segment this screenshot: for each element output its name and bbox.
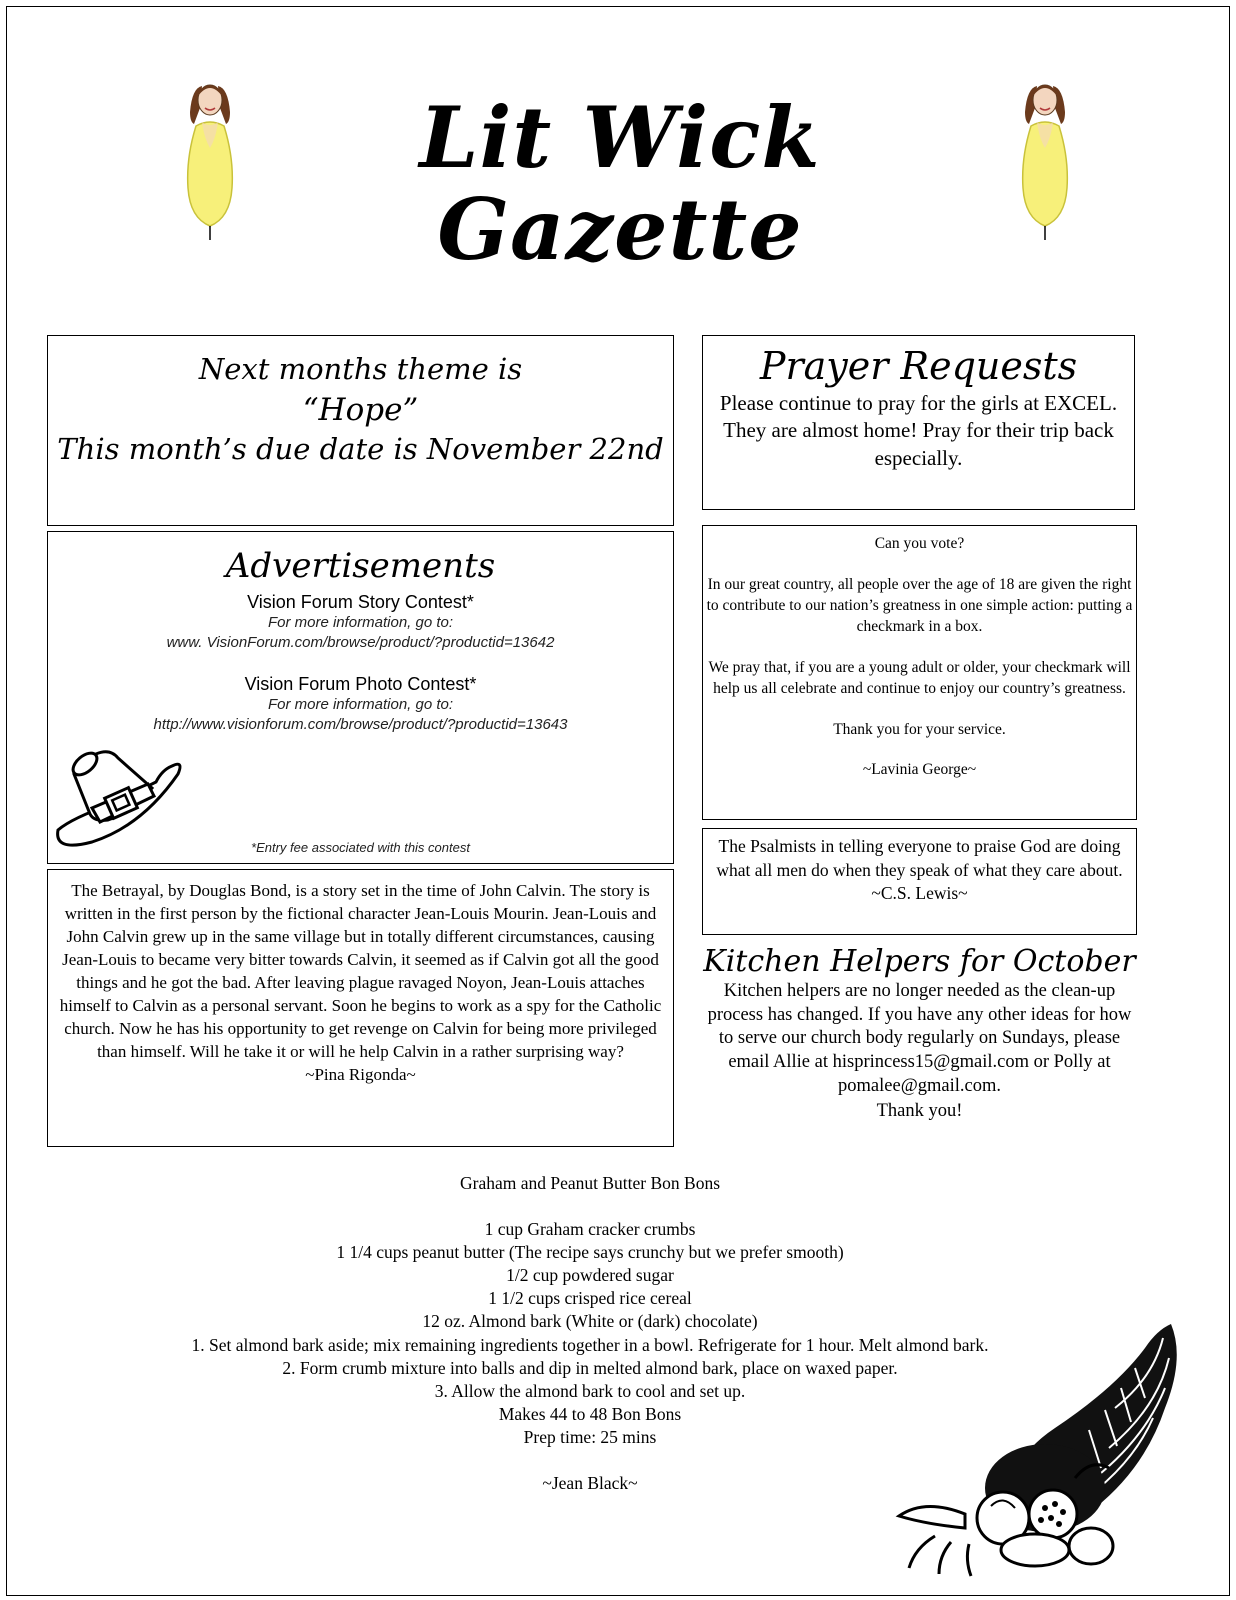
cornucopia-illustration <box>895 1318 1185 1580</box>
prayer-requests-body: Please continue to pray for the girls at EXCEL. They are almost home! Pray for their trip back especially. <box>719 391 1118 470</box>
vote-paragraph-2: We pray that, if you are a young adult or older, your checkmark will help us all celebrate and continue to enjoy our country’s greatness. <box>708 658 1131 697</box>
theme-word: “Hope” <box>302 392 419 428</box>
vote-question: Can you vote? <box>874 535 965 552</box>
kitchen-helpers-heading: Kitchen Helpers for October <box>703 944 1136 979</box>
recipe-title: Graham and Peanut Butter Bon Bons <box>459 1173 721 1193</box>
recipe-line: 1 1/4 cups peanut butter (The recipe says crunchy but we prefer smooth) <box>336 1242 844 1263</box>
vote-paragraph-1: In our great country, all people over the age of 18 are given the right to contribute to our nation’s greatness in one simple action: putting a checkmark in a box. <box>706 575 1133 635</box>
story-contest-url[interactable]: www. VisionForum.com/browse/product/?productid=13642 <box>166 634 555 652</box>
book-review-author: ~Pina Rigonda~ <box>305 1064 416 1084</box>
recipe-line: Prep time: 25 mins <box>523 1426 657 1447</box>
recipe-line: Makes 44 to 48 Bon Bons <box>498 1403 682 1424</box>
recipe-line: 1/2 cup powdered sugar <box>506 1265 674 1286</box>
recipe-line: 1 1/2 cups crisped rice cereal <box>488 1288 692 1309</box>
kitchen-helpers-thanks: Thank you! <box>876 1101 963 1122</box>
theme-intro: Next months theme is <box>198 352 523 386</box>
advertisements-heading: Advertisements <box>225 546 496 586</box>
recipe-line: 1. Set almond bark aside; mix remaining ingredients together in a bowl. Refrigerate for 1 hour. Melt almond bark. <box>191 1334 989 1355</box>
recipe-author: ~Jean Black~ <box>542 1473 638 1494</box>
prayer-requests-heading: Prayer Requests <box>759 344 1078 388</box>
quote-box <box>702 828 1137 935</box>
book-review-box <box>47 869 674 1147</box>
advertisements-box <box>47 531 674 864</box>
newsletter-title: Lit Wick Gazette <box>419 88 821 280</box>
quote-text: The Psalmists in telling everyone to praise God are doing what all men do when they speak of what they care about. <box>716 836 1123 880</box>
candle-girl-left-illustration <box>180 78 240 240</box>
recipe-line: 3. Allow the almond bark to cool and set up. <box>434 1380 746 1401</box>
photo-contest-url[interactable]: http://www.visionforum.com/browse/product/?productid=13643 <box>153 715 568 733</box>
candle-girl-right-illustration <box>1015 78 1075 240</box>
recipe-line: 1 cup Graham cracker crumbs <box>484 1219 696 1240</box>
recipe-line: 2. Form crumb mixture into balls and dip in melted almond bark, place on waxed paper. <box>282 1357 898 1378</box>
quote-author: ~C.S. Lewis~ <box>871 883 968 904</box>
kitchen-helpers-section <box>702 945 1137 1124</box>
prayer-requests-box <box>702 335 1135 510</box>
book-review-text: The Betrayal, by Douglas Bond, is a story set in the time of John Calvin. The story is written in the first person by the fictional character Jean-Louis Mourin. Jean-Louis and John Calvin grew up in the same village but in totally different circumstances, causing Jean-Louis to became very bitter towards Calvin, it seemed as if Calvin got all the good things and he got the bad. After leaving plague ravaged Noyon, Jean-Louis attaches himself to Calvin as a personal servant. Soon he begins to work as a spy for the Catholic church. Now he has his opportunity to get revenge on Calvin for being more privileged than himself. Will he take it or will he help Calvin in a rather surprising way? <box>59 881 662 1061</box>
theme-announcement-box <box>47 335 674 526</box>
story-contest-title: Vision Forum Story Contest* <box>247 592 474 612</box>
vote-thanks: Thank you for your service. <box>833 720 1006 738</box>
vote-article-box <box>702 525 1137 820</box>
story-contest-info-label: For more information, go to: <box>267 614 454 631</box>
vote-author: ~Lavinia George~ <box>862 761 977 779</box>
pilgrim-hat-illustration <box>52 734 182 854</box>
recipe-line: 12 oz. Almond bark (White or (dark) chocolate) <box>422 1311 758 1332</box>
kitchen-helpers-body: Kitchen helpers are no longer needed as the clean-up process has changed. If you have any other ideas for how to serve our church body regularly on Sundays, please email Allie at hisprincess15@gmail.com or Polly at pomalee@gmail.com. <box>707 981 1132 1096</box>
contest-footnote: *Entry fee associated with this contest <box>251 840 470 855</box>
photo-contest-info-label: For more information, go to: <box>267 695 454 713</box>
photo-contest-title: Vision Forum Photo Contest* <box>244 673 477 694</box>
due-date: This month’s due date is November 22nd <box>57 432 664 466</box>
